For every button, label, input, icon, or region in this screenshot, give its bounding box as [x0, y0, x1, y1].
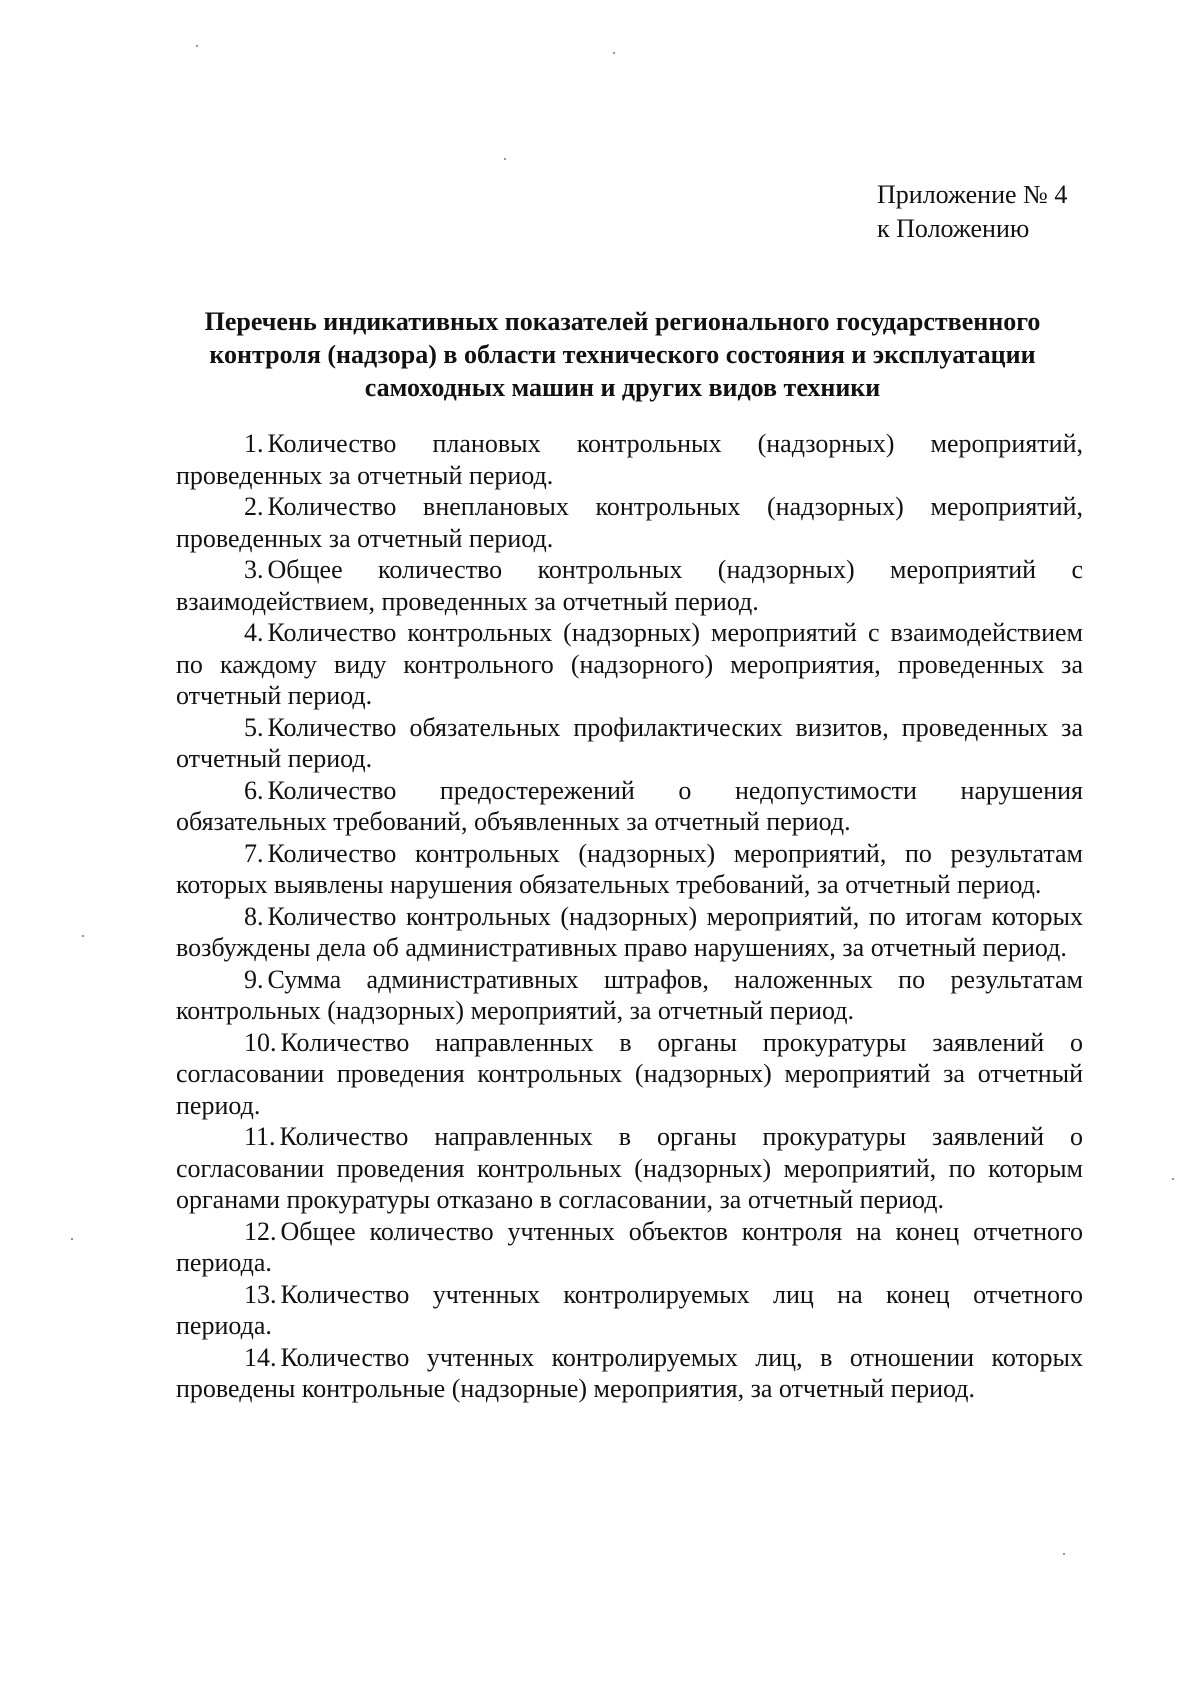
- list-item: [176, 491, 1083, 554]
- item-text: Количество направленных в органы прокуратуры заявлений о согласовании проведения контрольных (надзорных) мероприятий, по которым органами прокуратуры отказано в согласовании, за отчетный период.: [176, 1122, 1083, 1214]
- item-number: 5.: [244, 712, 264, 742]
- list-item: [176, 1027, 1083, 1122]
- item-text: Количество контрольных (надзорных) мероприятий, по итогам которых возбуждены дела об административных право нарушениях, за отчетный период.: [176, 901, 1083, 962]
- appendix-number: Приложение № 4: [877, 180, 1068, 209]
- scan-speck: [71, 1238, 73, 1240]
- scan-speck: [82, 935, 84, 937]
- item-text: Количество предостережений о недопустимости нарушения обязательных требований, объявленных за отчетный период.: [176, 775, 1083, 836]
- list-item: [176, 775, 1083, 838]
- list-item: [176, 1216, 1083, 1279]
- list-item: [176, 1279, 1083, 1342]
- list-item: [176, 428, 1083, 491]
- title-line: Перечень индикативных показателей регионального государственного: [204, 307, 1041, 336]
- scan-speck: [504, 158, 506, 160]
- item-number: 11.: [244, 1122, 276, 1151]
- item-text: Количество учтенных контролируемых лиц на конец отчетного периода.: [176, 1279, 1083, 1340]
- item-number: 6.: [244, 775, 264, 805]
- item-number: 9.: [244, 964, 264, 994]
- item-text: Количество контрольных (надзорных) мероприятий с взаимодействием по каждому виду контрольного (надзорного) мероприятия, проведенных за отчетный период.: [176, 618, 1083, 710]
- item-number: 7.: [244, 838, 264, 868]
- item-number: 4.: [244, 618, 264, 647]
- item-number: 12.: [244, 1216, 277, 1246]
- item-text: Сумма административных штрафов, наложенных по результатам контрольных (надзорных) мероприятий, за отчетный период.: [176, 964, 1083, 1025]
- title-line: контроля (надзора) в области технического состояния и эксплуатации: [209, 340, 1036, 369]
- scan-speck: [196, 45, 198, 47]
- item-number: 13.: [244, 1279, 277, 1309]
- list-item: [176, 1342, 1083, 1405]
- scan-speck: [1172, 1178, 1174, 1180]
- item-text: Общее количество учтенных объектов контроля на конец отчетного периода.: [176, 1216, 1083, 1277]
- list-item: [176, 554, 1083, 617]
- item-number: 3.: [244, 555, 264, 584]
- item-text: Количество направленных в органы прокуратуры заявлений о согласовании проведения контрольных (надзорных) мероприятий за отчетный период.: [176, 1027, 1083, 1120]
- scan-speck: [613, 52, 615, 54]
- appendix-reference: [877, 178, 1067, 246]
- item-number: 2.: [244, 492, 264, 521]
- item-number: 1.: [244, 429, 264, 458]
- item-number: 8.: [244, 901, 264, 931]
- indicator-list: [176, 428, 1083, 1405]
- title-line: самоходных машин и других видов техники: [364, 373, 881, 402]
- item-text: Количество внеплановых контрольных (надзорных) мероприятий, проведенных за отчетный период.: [176, 492, 1083, 553]
- scan-speck: [1063, 1553, 1065, 1555]
- list-item: [176, 901, 1083, 964]
- item-text: Количество учтенных контролируемых лиц, в отношении которых проведены контрольные (надзорные) мероприятия, за отчетный период.: [176, 1342, 1083, 1403]
- item-number: 10.: [244, 1027, 277, 1057]
- item-text: Количество контрольных (надзорных) мероприятий, по результатам которых выявлены нарушения обязательных требований, за отчетный период.: [176, 838, 1083, 899]
- list-item: [176, 838, 1083, 901]
- appendix-regulation: к Положению: [877, 214, 1030, 243]
- list-item: [176, 712, 1083, 775]
- list-item: [176, 617, 1083, 712]
- list-item: [176, 1121, 1083, 1216]
- item-text: Общее количество контрольных (надзорных) мероприятий с взаимодействием, проведенных за отчетный период.: [176, 555, 1083, 616]
- document-title: [150, 305, 1095, 404]
- item-text: Количество плановых контрольных (надзорных) мероприятий, проведенных за отчетный период.: [176, 429, 1083, 490]
- item-text: Количество обязательных профилактических визитов, проведенных за отчетный период.: [176, 712, 1083, 773]
- item-number: 14.: [244, 1342, 277, 1372]
- list-item: [176, 964, 1083, 1027]
